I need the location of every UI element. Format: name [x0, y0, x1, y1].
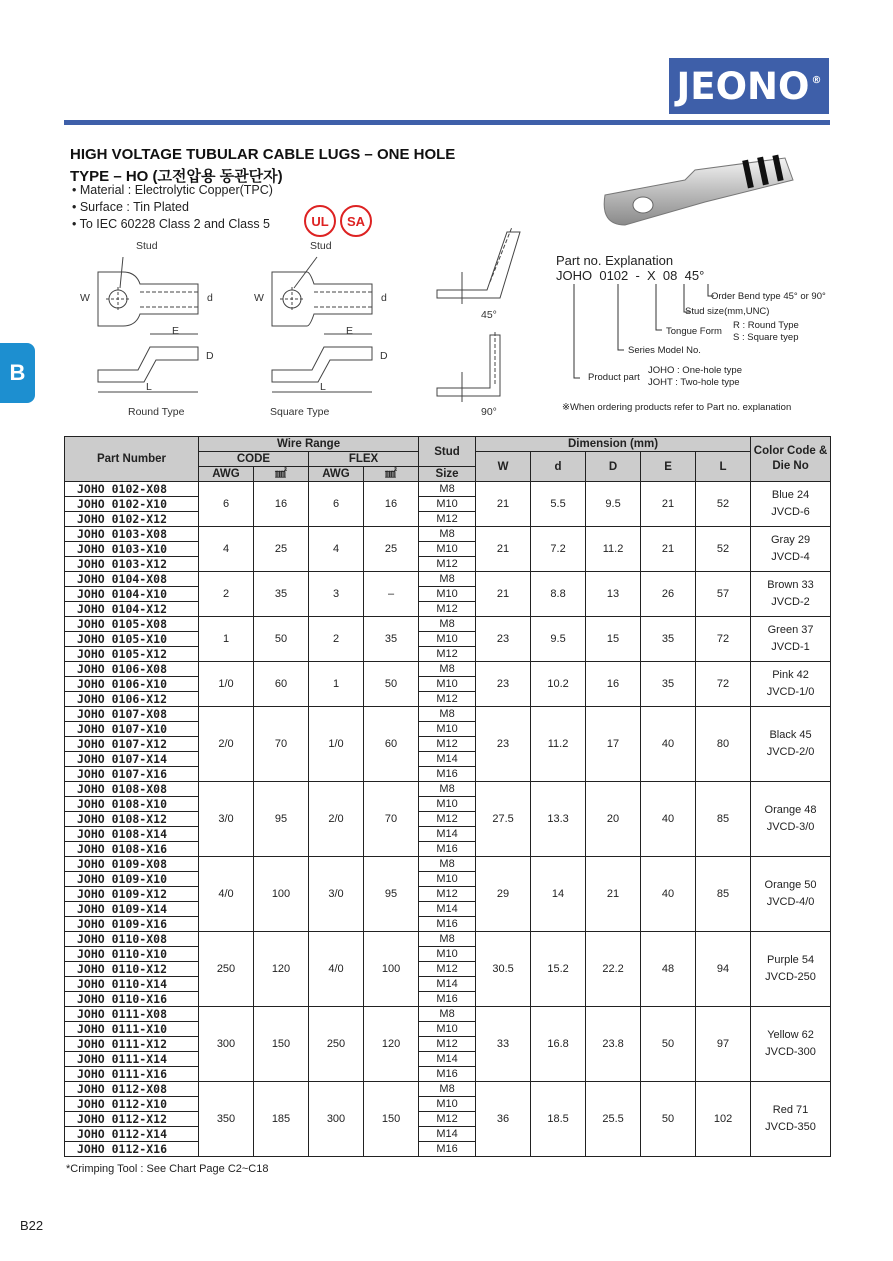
- header-dimension: Dimension (mm): [476, 437, 751, 452]
- stud-label-round: Stud: [136, 240, 158, 252]
- brand-name: JEONO: [676, 64, 810, 108]
- dimension-cell: 27.5: [476, 782, 531, 857]
- part-number-cell: JOHO 0112-X16: [65, 1142, 199, 1157]
- color-code: Blue 24: [771, 489, 810, 501]
- wire-range-cell: 1: [309, 662, 364, 707]
- color-code-cell: [751, 932, 831, 1007]
- dim-D-square: D: [380, 350, 388, 362]
- page-title: HIGH VOLTAGE TUBULAR CABLE LUGS – ONE HOLE: [70, 146, 456, 163]
- wire-range-cell: 70: [364, 782, 419, 857]
- dimension-cell: 30.5: [476, 932, 531, 1007]
- dimension-cell: 9.5: [586, 482, 641, 527]
- dim-w-square: W: [254, 292, 264, 304]
- dimension-cell: 48: [641, 932, 696, 1007]
- die-number: JVCD-1/0: [766, 686, 815, 698]
- dimension-cell: 85: [696, 857, 751, 932]
- dimension-cell: 85: [696, 782, 751, 857]
- stud-size-cell: M10: [419, 587, 476, 602]
- part-number-cell: JOHO 0102-X08: [65, 482, 199, 497]
- stud-size-cell: M14: [419, 1127, 476, 1142]
- header-flex-mm2: ㎟: [364, 467, 419, 482]
- table-row: [65, 662, 831, 677]
- bend-45-caption: 45°: [481, 309, 497, 321]
- part-number-cell: JOHO 0107-X14: [65, 752, 199, 767]
- part-number-cell: JOHO 0105-X12: [65, 647, 199, 662]
- header-color-code: Color Code & Die No: [751, 437, 831, 482]
- dimension-cell: 13.3: [531, 782, 586, 857]
- dim-w-round: W: [80, 292, 90, 304]
- part-number-cell: JOHO 0112-X08: [65, 1082, 199, 1097]
- stud-size-cell: M8: [419, 662, 476, 677]
- tongue-square-text: S : Square tyep: [733, 332, 799, 343]
- die-number: JVCD-2: [771, 596, 810, 608]
- page-number: B22: [20, 1218, 44, 1233]
- table-row: [65, 857, 831, 872]
- wire-range-cell: 2/0: [199, 707, 254, 782]
- dimension-cell: 33: [476, 1007, 531, 1082]
- header-w: W: [476, 452, 531, 482]
- stud-size-cell: M12: [419, 737, 476, 752]
- wire-range-cell: 120: [364, 1007, 419, 1082]
- stud-size-cell: M8: [419, 527, 476, 542]
- order-bend-text: Order Bend type 45° or 90°: [711, 291, 826, 302]
- color-code-cell: [751, 1007, 831, 1082]
- wire-range-cell: 2: [309, 617, 364, 662]
- wire-range-cell: 250: [309, 1007, 364, 1082]
- table-row: [65, 572, 831, 587]
- stud-size-cell: M10: [419, 1097, 476, 1112]
- stud-size-cell: M14: [419, 752, 476, 767]
- part-number-cell: JOHO 0111-X10: [65, 1022, 199, 1037]
- stud-size-cell: M16: [419, 842, 476, 857]
- stud-size-cell: M10: [419, 947, 476, 962]
- dimension-cell: 25.5: [586, 1082, 641, 1157]
- order-note: ※When ordering products refer to Part no. explanation: [562, 402, 792, 413]
- dimension-cell: 5.5: [531, 482, 586, 527]
- series-text: Series Model No.: [628, 345, 701, 356]
- color-code-cell: [751, 1082, 831, 1157]
- table-row: [65, 1082, 831, 1097]
- wire-range-cell: 185: [254, 1082, 309, 1157]
- wire-range-cell: 35: [364, 617, 419, 662]
- stud-size-cell: M10: [419, 497, 476, 512]
- dimension-cell: 11.2: [586, 527, 641, 572]
- dimension-cell: 15.2: [531, 932, 586, 1007]
- wire-range-cell: 1/0: [199, 662, 254, 707]
- part-number-cell: JOHO 0106-X08: [65, 662, 199, 677]
- header-rule: [64, 120, 830, 125]
- spec-surface: • Surface : Tin Plated: [72, 200, 189, 214]
- joht-text: JOHT : Two-hole type: [648, 377, 740, 388]
- die-number: JVCD-3/0: [766, 821, 815, 833]
- stud-size-cell: M8: [419, 857, 476, 872]
- wire-range-cell: 300: [199, 1007, 254, 1082]
- dimension-cell: 94: [696, 932, 751, 1007]
- stud-size-cell: M12: [419, 647, 476, 662]
- stud-size-cell: M14: [419, 827, 476, 842]
- dimension-cell: 50: [641, 1082, 696, 1157]
- stud-size-cell: M12: [419, 692, 476, 707]
- part-number-cell: JOHO 0110-X10: [65, 947, 199, 962]
- die-number: JVCD-350: [765, 1121, 816, 1133]
- wire-range-cell: 4/0: [309, 932, 364, 1007]
- part-number-cell: JOHO 0110-X12: [65, 962, 199, 977]
- stud-size-cell: M12: [419, 812, 476, 827]
- part-number-cell: JOHO 0110-X16: [65, 992, 199, 1007]
- die-number: JVCD-250: [765, 971, 816, 983]
- color-code-cell: [751, 662, 831, 707]
- color-code: Yellow 62: [767, 1029, 814, 1041]
- color-code: Green 37: [767, 624, 814, 636]
- registered-mark: ®: [811, 74, 822, 86]
- part-number-cell: JOHO 0111-X14: [65, 1052, 199, 1067]
- dimension-cell: 23.8: [586, 1007, 641, 1082]
- table-row: [65, 932, 831, 947]
- part-number-cell: JOHO 0106-X10: [65, 677, 199, 692]
- dimension-cell: 72: [696, 662, 751, 707]
- dimension-cell: 23: [476, 707, 531, 782]
- dimension-cell: 16.8: [531, 1007, 586, 1082]
- square-type-drawing-icon: [252, 252, 392, 402]
- dimension-cell: 23: [476, 662, 531, 707]
- die-number: JVCD-300: [765, 1046, 816, 1058]
- wire-range-cell: 95: [364, 857, 419, 932]
- spec-table: [64, 436, 831, 1157]
- part-number-cell: JOHO 0109-X10: [65, 872, 199, 887]
- dimension-cell: 14: [531, 857, 586, 932]
- wire-range-cell: 3/0: [309, 857, 364, 932]
- stud-size-cell: M10: [419, 797, 476, 812]
- wire-range-cell: 60: [364, 707, 419, 782]
- color-code-cell: [751, 482, 831, 527]
- table-row: [65, 1007, 831, 1022]
- part-number-cell: JOHO 0103-X10: [65, 542, 199, 557]
- dimension-cell: 21: [476, 572, 531, 617]
- stud-size-cell: M10: [419, 1022, 476, 1037]
- part-number-cell: JOHO 0109-X08: [65, 857, 199, 872]
- dimension-cell: 21: [476, 527, 531, 572]
- header-D: D: [586, 452, 641, 482]
- dimension-cell: 17: [586, 707, 641, 782]
- wire-range-cell: 70: [254, 707, 309, 782]
- csa-cert-icon: SA: [340, 205, 372, 237]
- part-number-cell: JOHO 0108-X10: [65, 797, 199, 812]
- dimension-cell: 97: [696, 1007, 751, 1082]
- dimension-cell: 50: [641, 1007, 696, 1082]
- color-code: Orange 50: [764, 879, 817, 891]
- stud-size-cell: M10: [419, 872, 476, 887]
- die-number: JVCD-2/0: [766, 746, 815, 758]
- product-photo-icon: [585, 150, 805, 230]
- stud-label-square: Stud: [310, 240, 332, 252]
- part-number-cell: JOHO 0109-X16: [65, 917, 199, 932]
- color-code: Brown 33: [767, 579, 814, 591]
- part-number-cell: JOHO 0111-X16: [65, 1067, 199, 1082]
- dimension-cell: 22.2: [586, 932, 641, 1007]
- stud-size-cell: M8: [419, 1007, 476, 1022]
- color-code-cell: [751, 782, 831, 857]
- wire-range-cell: 4: [199, 527, 254, 572]
- tongue-form-text: Tongue Form: [666, 326, 722, 337]
- part-number-cell: JOHO 0107-X16: [65, 767, 199, 782]
- dim-L-round: L: [146, 381, 152, 393]
- dimension-cell: 102: [696, 1082, 751, 1157]
- dimension-cell: 11.2: [531, 707, 586, 782]
- header-size: Size: [419, 467, 476, 482]
- dimension-cell: 29: [476, 857, 531, 932]
- wire-range-cell: 16: [254, 482, 309, 527]
- stud-size-cell: M12: [419, 1112, 476, 1127]
- dimension-cell: 80: [696, 707, 751, 782]
- part-explanation-code: JOHO 0102 - X 08 45°: [556, 268, 705, 283]
- stud-size-cell: M8: [419, 932, 476, 947]
- header-E: E: [641, 452, 696, 482]
- dimension-cell: 13: [586, 572, 641, 617]
- dimension-cell: 21: [641, 482, 696, 527]
- wire-range-cell: 50: [364, 662, 419, 707]
- wire-range-cell: 50: [254, 617, 309, 662]
- part-explanation-title: Part no. Explanation: [556, 253, 674, 268]
- part-number-cell: JOHO 0105-X08: [65, 617, 199, 632]
- color-code: Pink 42: [772, 669, 809, 681]
- wire-range-cell: 350: [199, 1082, 254, 1157]
- color-code: Black 45: [769, 729, 812, 741]
- table-row: [65, 482, 831, 497]
- wire-range-cell: 95: [254, 782, 309, 857]
- dim-d-square: d: [381, 292, 387, 304]
- header-part-number: Part Number: [65, 437, 199, 482]
- stud-size-cell: M8: [419, 482, 476, 497]
- part-number-cell: JOHO 0108-X12: [65, 812, 199, 827]
- stud-size-cell: M16: [419, 1067, 476, 1082]
- dimension-cell: 52: [696, 482, 751, 527]
- dimension-cell: 9.5: [531, 617, 586, 662]
- dimension-cell: 40: [641, 707, 696, 782]
- table-row: [65, 707, 831, 722]
- stud-size-cell: M8: [419, 707, 476, 722]
- stud-size-cell: M8: [419, 1082, 476, 1097]
- wire-range-cell: 3: [309, 572, 364, 617]
- stud-size-cell: M8: [419, 572, 476, 587]
- wire-range-cell: 100: [364, 932, 419, 1007]
- color-code-cell: [751, 857, 831, 932]
- part-number-cell: JOHO 0102-X12: [65, 512, 199, 527]
- header-d-small: d: [531, 452, 586, 482]
- dimension-cell: 21: [586, 857, 641, 932]
- bend-90-drawing-icon: [432, 330, 532, 410]
- wire-range-cell: 25: [364, 527, 419, 572]
- die-number: JVCD-4: [771, 551, 810, 563]
- wire-range-cell: –: [364, 572, 419, 617]
- dimension-cell: 57: [696, 572, 751, 617]
- stud-size-text: Stud size(mm,UNC): [685, 306, 770, 317]
- dimension-cell: 40: [641, 857, 696, 932]
- header-L: L: [696, 452, 751, 482]
- wire-range-cell: 150: [364, 1082, 419, 1157]
- color-code: Gray 29: [770, 534, 811, 546]
- color-code-cell: [751, 527, 831, 572]
- part-number-cell: JOHO 0108-X14: [65, 827, 199, 842]
- part-number-cell: JOHO 0104-X12: [65, 602, 199, 617]
- die-number: JVCD-4/0: [766, 896, 815, 908]
- bend-45-drawing-icon: [432, 222, 532, 312]
- dimension-cell: 23: [476, 617, 531, 662]
- dimension-cell: 35: [641, 662, 696, 707]
- color-code: Purple 54: [767, 954, 815, 966]
- part-number-cell: JOHO 0107-X10: [65, 722, 199, 737]
- stud-size-cell: M14: [419, 902, 476, 917]
- part-number-cell: JOHO 0103-X08: [65, 527, 199, 542]
- stud-size-cell: M16: [419, 1142, 476, 1157]
- dim-d-round: d: [207, 292, 213, 304]
- wire-range-cell: 4: [309, 527, 364, 572]
- brand-logo: [669, 58, 829, 114]
- ul-cert-icon: UL: [304, 205, 336, 237]
- color-code: Red 71: [772, 1104, 809, 1116]
- wire-range-cell: 3/0: [199, 782, 254, 857]
- wire-range-cell: 16: [364, 482, 419, 527]
- stud-size-cell: M16: [419, 992, 476, 1007]
- dimension-cell: 52: [696, 527, 751, 572]
- header-code-awg: AWG: [199, 467, 254, 482]
- round-type-caption: Round Type: [128, 406, 185, 418]
- dimension-cell: 10.2: [531, 662, 586, 707]
- dimension-cell: 16: [586, 662, 641, 707]
- stud-size-cell: M16: [419, 917, 476, 932]
- dimension-cell: 18.5: [531, 1082, 586, 1157]
- part-number-cell: JOHO 0112-X14: [65, 1127, 199, 1142]
- wire-range-cell: 60: [254, 662, 309, 707]
- stud-size-cell: M10: [419, 542, 476, 557]
- table-row: [65, 617, 831, 632]
- part-number-cell: JOHO 0112-X12: [65, 1112, 199, 1127]
- product-part-text: Product part: [588, 372, 640, 383]
- dimension-cell: 26: [641, 572, 696, 617]
- stud-size-cell: M10: [419, 722, 476, 737]
- part-number-cell: JOHO 0112-X10: [65, 1097, 199, 1112]
- die-number: JVCD-6: [771, 506, 810, 518]
- table-row: [65, 782, 831, 797]
- stud-size-cell: M12: [419, 1037, 476, 1052]
- header-stud: Stud: [419, 437, 476, 467]
- color-code-cell: [751, 572, 831, 617]
- tongue-round-text: R : Round Type: [733, 320, 799, 331]
- die-number: JVCD-1: [771, 641, 810, 653]
- square-type-caption: Square Type: [270, 406, 330, 418]
- part-number-cell: JOHO 0110-X08: [65, 932, 199, 947]
- stud-size-cell: M12: [419, 557, 476, 572]
- stud-size-cell: M10: [419, 632, 476, 647]
- part-number-cell: JOHO 0109-X12: [65, 887, 199, 902]
- header-flex-awg: AWG: [309, 467, 364, 482]
- dim-L-square: L: [320, 381, 326, 393]
- footnote: *Crimping Tool : See Chart Page C2~C18: [66, 1163, 269, 1175]
- header-wire-range: Wire Range: [199, 437, 419, 452]
- part-number-cell: JOHO 0104-X10: [65, 587, 199, 602]
- header-code-mm2: ㎟: [254, 467, 309, 482]
- wire-range-cell: 2: [199, 572, 254, 617]
- color-code: Orange 48: [764, 804, 817, 816]
- stud-size-cell: M16: [419, 767, 476, 782]
- wire-range-cell: 6: [199, 482, 254, 527]
- color-code-cell: [751, 617, 831, 662]
- part-number-cell: JOHO 0108-X08: [65, 782, 199, 797]
- wire-range-cell: 2/0: [309, 782, 364, 857]
- wire-range-cell: 1/0: [309, 707, 364, 782]
- stud-size-cell: M14: [419, 977, 476, 992]
- header-flex: FLEX: [309, 452, 419, 467]
- stud-size-cell: M12: [419, 512, 476, 527]
- dimension-cell: 20: [586, 782, 641, 857]
- wire-range-cell: 100: [254, 857, 309, 932]
- wire-range-cell: 250: [199, 932, 254, 1007]
- stud-size-cell: M10: [419, 677, 476, 692]
- stud-size-cell: M8: [419, 617, 476, 632]
- dim-D-round: D: [206, 350, 214, 362]
- part-number-cell: JOHO 0109-X14: [65, 902, 199, 917]
- part-number-cell: JOHO 0105-X10: [65, 632, 199, 647]
- wire-range-cell: 150: [254, 1007, 309, 1082]
- dimension-cell: 72: [696, 617, 751, 662]
- stud-size-cell: M12: [419, 962, 476, 977]
- wire-range-cell: 35: [254, 572, 309, 617]
- stud-size-cell: M12: [419, 602, 476, 617]
- wire-range-cell: 6: [309, 482, 364, 527]
- dimension-cell: 8.8: [531, 572, 586, 617]
- stud-size-cell: M8: [419, 782, 476, 797]
- part-number-cell: JOHO 0110-X14: [65, 977, 199, 992]
- part-number-cell: JOHO 0104-X08: [65, 572, 199, 587]
- part-number-cell: JOHO 0108-X16: [65, 842, 199, 857]
- part-number-cell: JOHO 0102-X10: [65, 497, 199, 512]
- dimension-cell: 15: [586, 617, 641, 662]
- section-tab: B: [0, 343, 35, 403]
- part-number-cell: JOHO 0107-X12: [65, 737, 199, 752]
- dimension-cell: 36: [476, 1082, 531, 1157]
- header-code: CODE: [199, 452, 309, 467]
- part-number-cell: JOHO 0111-X08: [65, 1007, 199, 1022]
- wire-range-cell: 1: [199, 617, 254, 662]
- dim-E-round: E: [172, 325, 180, 337]
- bend-90-caption: 90°: [481, 406, 497, 418]
- part-number-cell: JOHO 0111-X12: [65, 1037, 199, 1052]
- dimension-cell: 40: [641, 782, 696, 857]
- spec-material: • Material : Electrolytic Copper(TPC): [72, 183, 273, 197]
- dim-E-square: E: [346, 325, 354, 337]
- part-number-cell: JOHO 0103-X12: [65, 557, 199, 572]
- dimension-cell: 35: [641, 617, 696, 662]
- dimension-cell: 7.2: [531, 527, 586, 572]
- wire-range-cell: 4/0: [199, 857, 254, 932]
- wire-range-cell: 300: [309, 1082, 364, 1157]
- wire-range-cell: 120: [254, 932, 309, 1007]
- round-type-drawing-icon: [78, 252, 218, 402]
- stud-size-cell: M14: [419, 1052, 476, 1067]
- dimension-cell: 21: [476, 482, 531, 527]
- part-number-cell: JOHO 0107-X08: [65, 707, 199, 722]
- wire-range-cell: 25: [254, 527, 309, 572]
- page-subtitle: TYPE – HO (고전압용 동관단자): [70, 168, 283, 185]
- joho-text: JOHO : One-hole type: [648, 365, 742, 376]
- stud-size-cell: M12: [419, 887, 476, 902]
- table-row: [65, 527, 831, 542]
- color-code-cell: [751, 707, 831, 782]
- part-number-cell: JOHO 0106-X12: [65, 692, 199, 707]
- spec-standard: • To IEC 60228 Class 2 and Class 5: [72, 217, 271, 231]
- dimension-cell: 21: [641, 527, 696, 572]
